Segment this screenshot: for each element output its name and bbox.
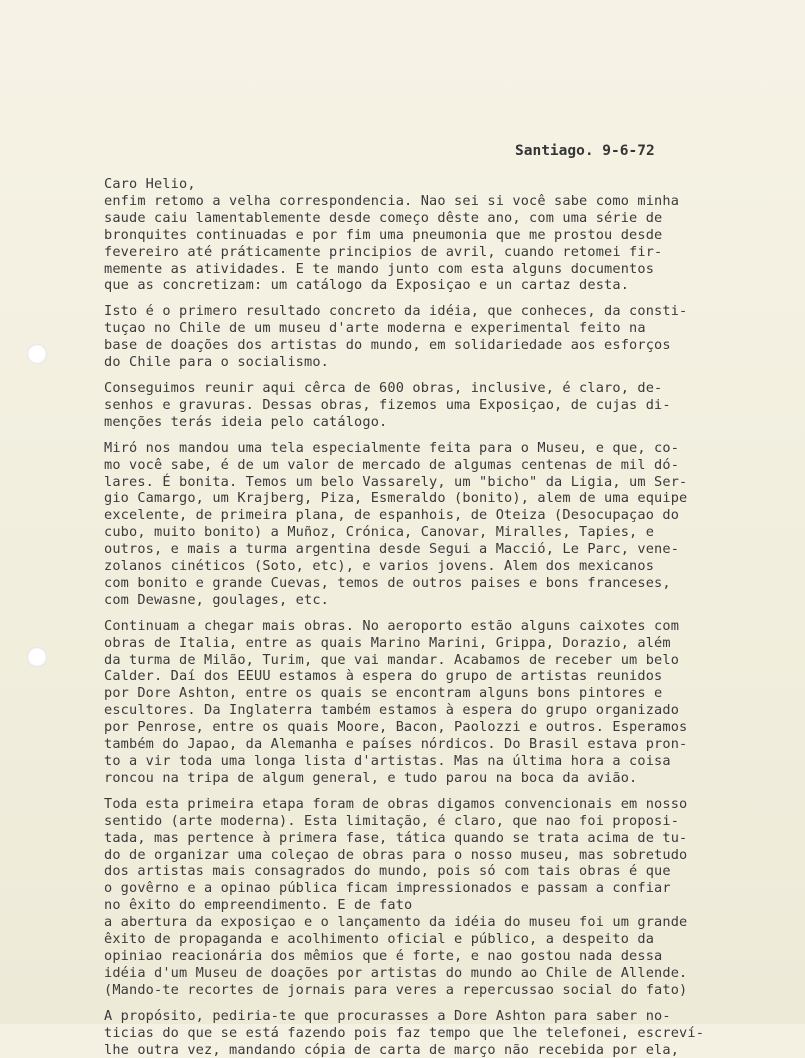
paragraph: [104, 303, 804, 371]
text-line: idéia d'um Museu de doações por artistas do mundo ao Chile de Allende.: [104, 965, 804, 982]
text-line: escultores. Da Inglaterra também estamos à espera do grupo organizado: [104, 702, 804, 719]
text-line: memente as atividades. E te mando junto com esta alguns documentos: [104, 261, 804, 278]
text-line: lares. É bonita. Temos um belo Vassarely, um "bicho" da Ligia, um Ser-: [104, 474, 804, 491]
text-line: Miró nos mandou uma tela especialmente feita para o Museu, e que, co-: [104, 440, 804, 457]
text-line: (Mando-te recortes de jornais para veres a repercussao social do fato): [104, 982, 804, 999]
letter-body: [104, 140, 804, 1058]
text-line: cubo, muito bonito) a Muñoz, Crónica, Canovar, Miralles, Tapies, e: [104, 524, 804, 541]
text-line: obras de Italia, entre as quais Marino Marini, Grippa, Dorazio, além: [104, 635, 804, 652]
text-line: Isto é o primero resultado concreto da idéia, que conheces, da consti-: [104, 303, 804, 320]
text-line: menções terás ideia pelo catálogo.: [104, 414, 804, 431]
text-line: tada, mas pertence à primera fase, tática quando se trata acima de tu-: [104, 830, 804, 847]
text-line: que as concretizam: um catálogo da Exposiçao e un cartaz desta.: [104, 277, 804, 294]
text-line: êxito de propaganda e acolhimento oficial e público, a despeito da: [104, 931, 804, 948]
text-line: a abertura da exposiçao e o lançamento da idéia do museu foi um grande: [104, 914, 804, 931]
text-line: também do Japao, da Alemanha e países nórdicos. Do Brasil estava pron-: [104, 736, 804, 753]
punch-hole: [27, 344, 47, 364]
text-line: base de doações dos artistas do mundo, em solidariedade aos esforços: [104, 337, 804, 354]
text-line: excelente, de primeira plana, de espanhois, de Oteiza (Desocupaçao do: [104, 507, 804, 524]
text-line: Continuam a chegar mais obras. No aeroporto estão alguns caixotes com: [104, 618, 804, 635]
paragraph: [104, 796, 804, 999]
paragraph: [104, 440, 804, 609]
punch-hole: [27, 647, 47, 667]
text-line: do de organizar uma coleçao de obras para o nosso museu, mas sobretudo: [104, 847, 804, 864]
text-line: saude caiu lamentablemente desde começo dêste ano, com uma série de: [104, 210, 804, 227]
paragraph: [104, 1008, 804, 1058]
text-line: com bonito e grande Cuevas, temos de outros paises e bons franceses,: [104, 575, 804, 592]
paragraph: [104, 618, 804, 787]
text-line: roncou na tripa de algum general, e tudo parou na boca da avião.: [104, 770, 804, 787]
text-line: A propósito, pediria-te que procurasses a Dore Ashton para saber no-: [104, 1008, 804, 1025]
text-line: Calder. Daí dos EEUU estamos à espera do grupo de artistas reunidos: [104, 668, 804, 685]
text-line: mo você sabe, é de um valor de mercado de algumas centenas de mil dó-: [104, 457, 804, 474]
text-line: o govêrno e a opinao pública ficam impressionados e passam a confiar: [104, 880, 804, 897]
salutation: Caro Helio,: [104, 176, 804, 193]
text-line: sentido (arte moderna). Esta limitação, é claro, que nao foi proposi-: [104, 813, 804, 830]
text-line: bronquites continuadas e por fim uma pneumonia que me prostou desde: [104, 227, 804, 244]
text-line: da turma de Milão, Turim, que vai mandar. Acabamos de receber um belo: [104, 652, 804, 669]
text-line: Toda esta primeira etapa foram de obras digamos convencionais em nosso: [104, 796, 804, 813]
text-line: opiniao reacionária dos mêmios que é forte, e nao gostou nada dessa: [104, 948, 804, 965]
text-line: to a vir toda uma longa lista d'artistas. Mas na última hora a coisa: [104, 753, 804, 770]
letter-paragraphs: [104, 193, 804, 1058]
text-line: lhe outra vez, mandando cópia de carta de março não recebida por ela,: [104, 1042, 804, 1058]
text-line: por Dore Ashton, entre os quais se encontram alguns bons pintores e: [104, 685, 804, 702]
text-line: dos artistas mais consagrados do mundo, pois só com tais obras é que: [104, 863, 804, 880]
text-line: enfim retomo a velha correspondencia. Nao sei si você sabe como minha: [104, 193, 804, 210]
text-line: outros, e mais a turma argentina desde Segui a Macció, Le Parc, vene-: [104, 541, 804, 558]
text-line: fevereiro até práticamente principios de avril, cuando retomei fir-: [104, 244, 804, 261]
text-line: gio Camargo, um Krajberg, Piza, Esmeraldo (bonito), alem de uma equipe: [104, 490, 804, 507]
text-line: Conseguimos reunir aqui cêrca de 600 obras, inclusive, é claro, de-: [104, 380, 804, 397]
text-line: no êxito do empreendimento. E de fato: [104, 897, 804, 914]
text-line: por Penrose, entre os quais Moore, Bacon, Paolozzi e outros. Esperamos: [104, 719, 804, 736]
text-line: ticias do que se está fazendo pois faz tempo que lhe telefonei, escreví-: [104, 1025, 804, 1042]
text-line: zolanos cinéticos (Soto, etc), e varios jovens. Alem dos mexicanos: [104, 558, 804, 575]
text-line: do Chile para o socialismo.: [104, 354, 804, 371]
text-line: senhos e gravuras. Dessas obras, fizemos uma Exposiçao, de cujas di-: [104, 397, 804, 414]
paragraph: [104, 193, 804, 294]
paragraph: [104, 380, 804, 431]
text-line: com Dewasne, goulages, etc.: [104, 592, 804, 609]
letter-date: Santiago. 9-6-72: [515, 143, 655, 159]
text-line: tuçao no Chile de um museu d'arte moderna e experimental feito na: [104, 320, 804, 337]
